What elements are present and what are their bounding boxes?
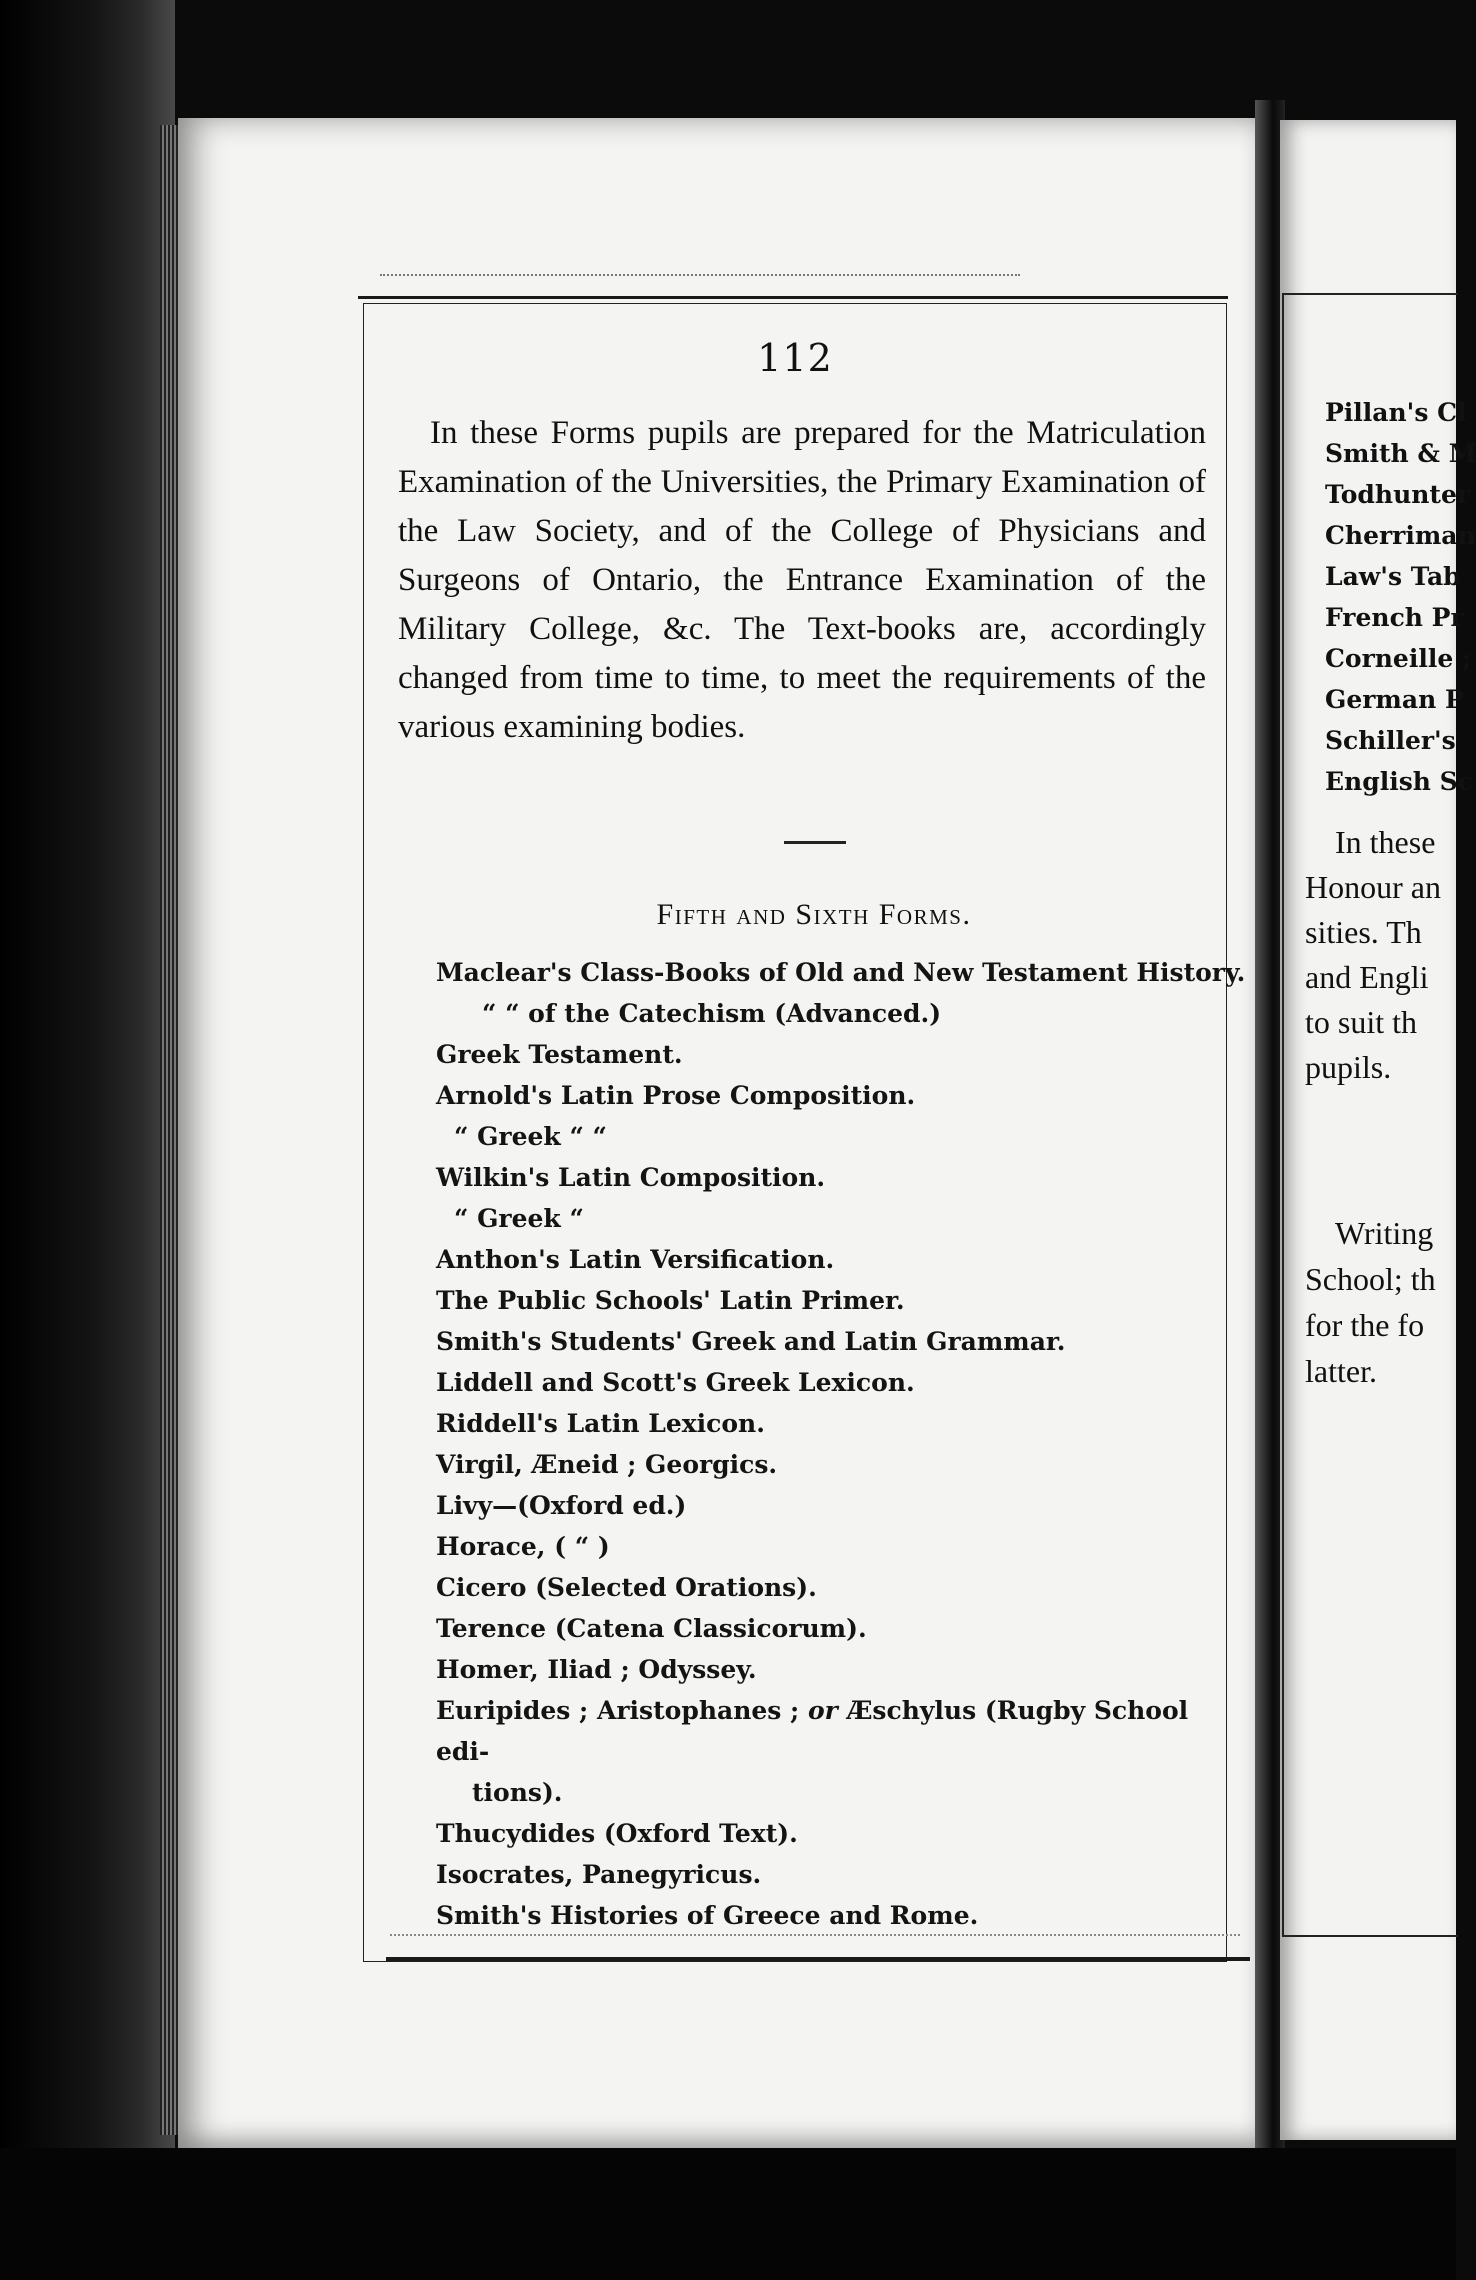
page-frame <box>363 303 1246 1962</box>
section-divider <box>784 841 846 844</box>
intro-text: In these Forms pupils are prepared for the Matriculation Examination of the Universities, the Primary Examination of the Law Society, and of the College of Physicians and Surgeons of Ontario, the Entrance Examination of the Military College, &c. The Text-books are, accordingly changed from time to time, to meet the requirements of the various examining bodies. <box>398 415 1206 745</box>
list-item: “ Greek “ “ <box>454 1122 607 1151</box>
right-page-paragraph-2 <box>1305 1210 1456 1394</box>
section-heading: Fifth and Sixth Forms. <box>656 898 972 931</box>
list-item: Pillan's Cl <box>1325 398 1467 427</box>
list-item: Smith's Histories of Greece and Rome. <box>436 1901 979 1930</box>
intro-paragraph <box>398 409 1206 752</box>
scan-margin-left <box>0 0 175 2280</box>
text-line: School; th <box>1305 1261 1436 1297</box>
list-item: Terence (Catena Classicorum). <box>436 1614 867 1643</box>
list-item: Horace, ( “ ) <box>436 1532 610 1561</box>
list-item-text: Euripides ; Aristophanes ; <box>436 1696 808 1725</box>
list-item-italic: or <box>808 1696 838 1725</box>
text-line: latter. <box>1305 1353 1377 1389</box>
list-item: Isocrates, Panegyricus. <box>436 1860 762 1889</box>
list-item-text: Æschylus (Rugby School edi- <box>436 1696 1189 1766</box>
list-item: Greek Testament. <box>436 1040 683 1069</box>
list-item: “ “ of the Catechism (Advanced.) <box>482 999 942 1028</box>
text-line: In these <box>1335 824 1436 860</box>
list-item: Smith & M <box>1325 439 1476 468</box>
list-item: English Sc <box>1325 767 1473 796</box>
list-item: “ Greek “ <box>454 1204 584 1233</box>
list-item: Maclear's Class-Books of Old and New Testament History. <box>436 958 1246 987</box>
list-item: Virgil, Æneid ; Georgics. <box>436 1450 778 1479</box>
list-item: Corneille ; <box>1325 644 1472 673</box>
text-line: and Engli <box>1305 959 1429 995</box>
list-item: Liddell and Scott's Greek Lexicon. <box>436 1368 915 1397</box>
frame-top-rule <box>358 296 1228 299</box>
text-line: pupils. <box>1305 1049 1392 1085</box>
frame-bottom-rule <box>386 1957 1250 1961</box>
text-line: Writing <box>1335 1215 1434 1251</box>
list-item-continuation: tions). <box>472 1778 563 1807</box>
list-item: The Public Schools' Latin Primer. <box>436 1286 905 1315</box>
list-item <box>436 1690 1216 1813</box>
right-page-paragraph-1 <box>1305 820 1456 1090</box>
text-line: sities. Th <box>1305 914 1422 950</box>
text-line: Honour an <box>1305 869 1441 905</box>
page-edges <box>160 125 180 2135</box>
list-item: Smith's Students' Greek and Latin Grammar. <box>436 1327 1066 1356</box>
page-number: 112 <box>757 336 833 380</box>
text-line: for the fo <box>1305 1307 1425 1343</box>
list-item: German P <box>1325 685 1464 714</box>
list-item: Anthon's Latin Versification. <box>436 1245 835 1274</box>
list-item: Cherriman <box>1325 521 1476 550</box>
right-page-list <box>1325 392 1476 802</box>
bottom-dotted-rule <box>390 1934 1240 1936</box>
textbook-list <box>436 952 1246 1936</box>
list-item: Thucydides (Oxford Text). <box>436 1819 798 1848</box>
list-item: Cicero (Selected Orations). <box>436 1573 817 1602</box>
top-dotted-rule <box>380 274 1020 276</box>
list-item: Wilkin's Latin Composition. <box>436 1163 826 1192</box>
text-line: to suit th <box>1305 1004 1418 1040</box>
list-item: Todhunter <box>1325 480 1471 509</box>
list-item: Law's Tab <box>1325 562 1461 591</box>
scan-margin-bottom <box>0 2148 1456 2280</box>
list-item: Schiller's <box>1325 726 1456 755</box>
list-item: Riddell's Latin Lexicon. <box>436 1409 765 1438</box>
list-item: Livy—(Oxford ed.) <box>436 1491 687 1520</box>
list-item: French Pr <box>1325 603 1464 632</box>
list-item: Homer, Iliad ; Odyssey. <box>436 1655 757 1684</box>
list-item: Arnold's Latin Prose Composition. <box>436 1081 916 1110</box>
